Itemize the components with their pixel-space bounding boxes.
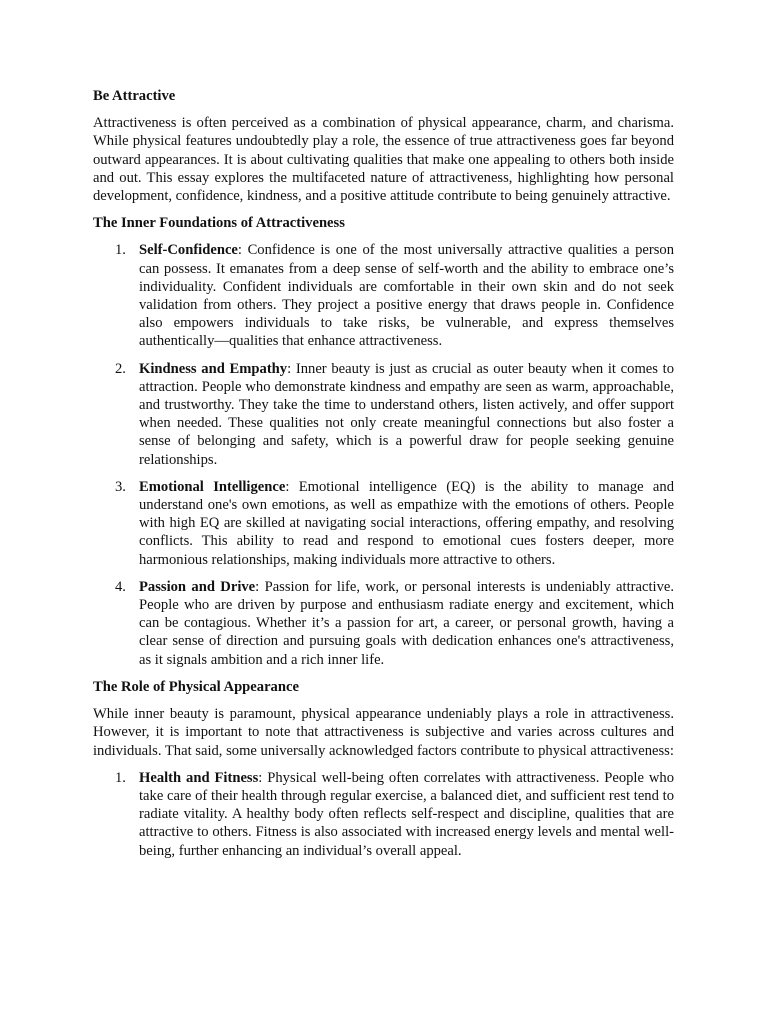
list-number: 1.	[115, 769, 126, 786]
list-number: 2.	[115, 360, 126, 377]
list-item-text: : Passion for life, work, or personal interests is undeniably attractive. People who are driven by purpose and enthusiasm radiate energy and excitement, which can be contagious. Whether it’s a passion for art, a career, or personal growth, having a clear sense of direction and pursuing goals with dedication enhances one's attractiveness, as it signals ambition and a rich inner life.	[139, 578, 674, 668]
list-item	[115, 360, 675, 469]
list-number: 4.	[115, 578, 126, 595]
list-item	[115, 478, 674, 569]
section-heading-physical-appearance: The Role of Physical Appearance	[93, 678, 299, 695]
list-item	[115, 578, 674, 669]
physical-appearance-paragraph: While inner beauty is paramount, physical appearance undeniably plays a role in attractiveness. However, it is important to note that attractiveness is subjective and varies across cultures and individuals. That said, some universally acknowledged factors contribute to physical attractiveness:	[93, 706, 674, 759]
intro-paragraph: Attractiveness is often perceived as a combination of physical appearance, charm, and charisma. While physical features undoubtedly play a role, the essence of true attractiveness goes far beyond outward appearances. It is about cultivating qualities that make one appealing to others both inside and out. This essay explores the multifaceted nature of attractiveness, highlighting how personal development, confidence, kindness, and a positive attitude contribute to being genuinely attractive.	[93, 115, 674, 205]
list-item-term: Emotional Intelligence	[139, 478, 286, 495]
list-item-term: Health and Fitness	[139, 769, 259, 786]
list-item	[115, 241, 674, 350]
list-item-term: Passion and Drive	[139, 578, 256, 595]
list-item-text: : Inner beauty is just as crucial as outer beauty when it comes to attraction. People who demonstrate kindness and empathy are seen as warm, approachable, and trustworthy. They take the time to understand others, listen actively, and offer support when needed. These qualities not only create meaningful connections but also foster a sense of belonging and safety, which is a powerful draw for people seeking genuine relationships.	[139, 360, 675, 468]
list-item-term: Kindness and Empathy	[139, 360, 288, 377]
physical-appearance-list	[93, 769, 674, 860]
document-title: Be Attractive	[93, 88, 176, 104]
list-item-text: : Emotional intelligence (EQ) is the ability to manage and understand one's own emotions, as well as empathize with the emotions of others. People with high EQ are skilled at navigating social interactions, offering empathy, and resolving conflicts. This ability to read and respond to emotional cues fosters deeper, more harmonious relationships, making individuals more attractive to others.	[139, 478, 674, 568]
list-item	[115, 769, 674, 860]
list-item-text: : Confidence is one of the most universally attractive qualities a person can possess. It emanates from a deep sense of self-worth and the ability to embrace one’s individuality. Confident individuals are comfortable in their own skin and do not seek validation from others. They project a positive energy that draws people in. Confidence also empowers individuals to take risks, be vulnerable, and express themselves authentically—qualities that enhance attractiveness.	[139, 242, 674, 350]
inner-foundations-list	[93, 241, 674, 668]
document-body	[93, 87, 674, 869]
list-number: 3.	[115, 478, 126, 495]
section-heading-inner-foundations: The Inner Foundations of Attractiveness	[93, 215, 345, 232]
list-item-term: Self-Confidence	[139, 242, 238, 259]
list-number: 1.	[115, 242, 126, 259]
list-item-text: : Physical well-being often correlates with attractiveness. People who take care of their health through regular exercise, a balanced diet, and sufficient rest tend to radiate vitality. A healthy body often reflects self-respect and discipline, qualities that are attractive to others. Fitness is also associated with increased energy levels and mental well-being, further enhancing an individual’s overall appeal.	[139, 769, 674, 859]
